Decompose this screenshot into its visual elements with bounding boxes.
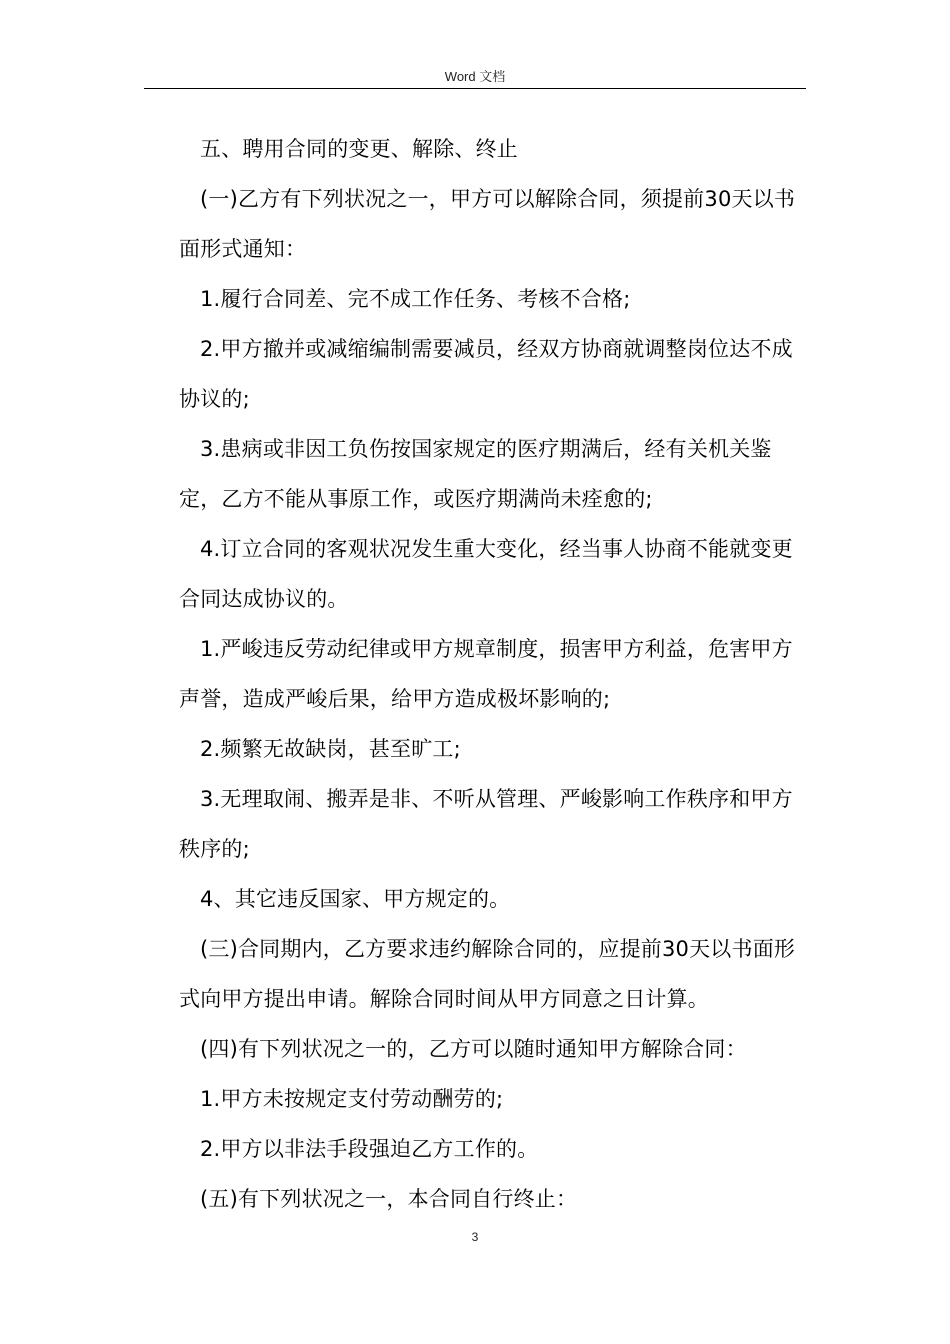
list-item: 4.订立合同的客观状况发生重大变化，经当事人协商不能就变更合同达成协议的。 bbox=[179, 537, 793, 611]
list-item: 1.甲方未按规定支付劳动酬劳的; bbox=[200, 1087, 504, 1111]
list-item: 2.频繁无故缺岗，甚至旷工; bbox=[200, 737, 461, 761]
paragraph: (一)乙方有下列状况之一，甲方可以解除合同，须提前30天以书面形式通知： bbox=[179, 187, 796, 261]
list-item: 2.甲方撤并或减缩编制需要减员，经双方协商就调整岗位达不成协议的; bbox=[179, 337, 793, 411]
list-item: 1.严峻违反劳动纪律或甲方规章制度，损害甲方利益，危害甲方声誉，造成严峻后果，给甲方造成极坏影响的; bbox=[179, 637, 793, 711]
paragraph: (五)有下列状况之一，本合同自行终止： bbox=[200, 1187, 578, 1211]
paragraph: (四)有下列状况之一的，乙方可以随时通知甲方解除合同： bbox=[200, 1037, 747, 1061]
document-body bbox=[179, 124, 804, 1224]
list-item: 4、其它违反国家、甲方规定的。 bbox=[200, 887, 511, 911]
list-item: 3.无理取闹、搬弄是非、不听从管理、严峻影响工作秩序和甲方秩序的; bbox=[179, 787, 793, 861]
list-item: 2.甲方以非法手段强迫乙方工作的。 bbox=[200, 1137, 539, 1161]
list-item: 3.患病或非因工负伤按国家规定的医疗期满后，经有关机关鉴定，乙方不能从事原工作，或医疗期满尚未痊愈的; bbox=[179, 437, 772, 511]
section-heading: 五、聘用合同的变更、解除、终止 bbox=[200, 137, 518, 161]
document-header-title: Word 文档 bbox=[444, 69, 506, 84]
header-divider bbox=[144, 88, 806, 89]
paragraph: (三)合同期内，乙方要求违约解除合同的，应提前30天以书面形式向甲方提出申请。解除合同时间从甲方同意之日计算。 bbox=[179, 937, 796, 1011]
page-number: 3 bbox=[471, 1230, 479, 1244]
list-item: 1.履行合同差、完不成工作任务、考核不合格; bbox=[200, 287, 631, 311]
